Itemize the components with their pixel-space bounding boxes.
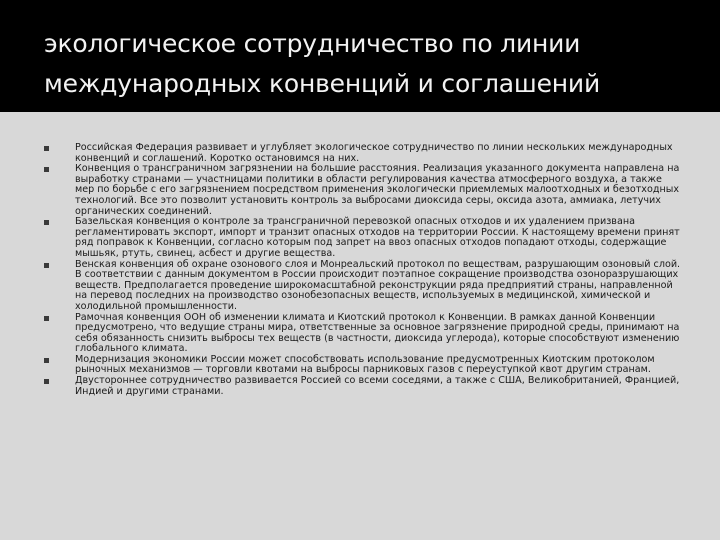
bullet-text: Рамочная конвенция ООН об изменении климата и Киотский протокол к Конвенции. В рамках данной Конвенции предусмотрено, что ведущие страны мира, ответственные за основное загрязнение природной среды, принимают на себя обязанность снизить выбросы тех веществ (в частности, диоксида углерода), которые способствуют изменению глобального климата. — [75, 311, 680, 355]
bullet-item — [44, 260, 684, 313]
bullet-item — [44, 217, 684, 259]
bullet-text: Конвенция о трансграничном загрязнении на большие расстояния. Реализация указанного документа направлена на выработку странами — участницами политики в области регулирования качества атмосферного воздуха, а также мер по борьбе с его загрязнением посредством применения экологически приемлемых малоотходных и безотходных технологий. Все это позволит установить контроль за выбросами диоксида серы, оксида азота, аммиака, летучих органических соединений. — [75, 163, 680, 217]
square-bullet-icon — [44, 263, 49, 268]
square-bullet-icon — [44, 358, 49, 363]
square-bullet-icon — [44, 316, 49, 321]
bullet-list — [44, 143, 684, 397]
bullet-item — [44, 376, 684, 397]
bullet-text: Базельская конвенция о контроле за трансграничной перевозкой опасных отходов и их удалением призвана регламентировать экспорт, импорт и транзит опасных отходов на территории России. К настоящему времени принят ряд поправок к Конвенции, согласно которым под запрет на ввоз опасных отходов попадают отходы, содержащие мышьяк, ртуть, свинец, асбест и другие вещества. — [75, 216, 680, 259]
bullet-text: Венская конвенция об охране озонового слоя и Монреальский протокол по веществам, разрушающим озоновый слой. В соответствии с данным документом в России происходит поэтапное сокращение производства озоноразрушающих веществ. Предполагается проведение широкомасштабной реконструкции ряда предприятий страны, направленной на перевод последних на производство озонобезопасных веществ, используемых в медицинской, химической и холодильной промышленности. — [75, 258, 681, 312]
slide-title-line-2: международных конвенций и соглашений — [44, 69, 601, 98]
title-band — [0, 0, 720, 112]
bullet-item — [44, 355, 684, 376]
bullet-item — [44, 164, 684, 217]
square-bullet-icon — [44, 146, 49, 151]
square-bullet-icon — [44, 220, 49, 225]
bullet-item — [44, 143, 684, 164]
bullet-item — [44, 313, 684, 355]
slide-title-line-1: экологическое сотрудничество по линии — [44, 29, 581, 58]
bullet-text: Модернизация экономики России может способствовать использование предусмотренных Киотским протоколом рыночных механизмов — торговли квотами на выбросы парниковых газов с переуступкой квот другим странам. — [75, 353, 655, 376]
bullet-text: Двустороннее сотрудничество развивается Россией со всеми соседями, а также с США, Великобританией, Францией, Индией и другими странами. — [75, 375, 680, 397]
square-bullet-icon — [44, 379, 49, 384]
bullet-text: Российская Федерация развивает и углубляет экологическое сотрудничество по линии нескольких международных конвенций и соглашений. Коротко остановимся на них. — [75, 142, 673, 164]
square-bullet-icon — [44, 167, 49, 172]
slide-title — [44, 24, 704, 104]
